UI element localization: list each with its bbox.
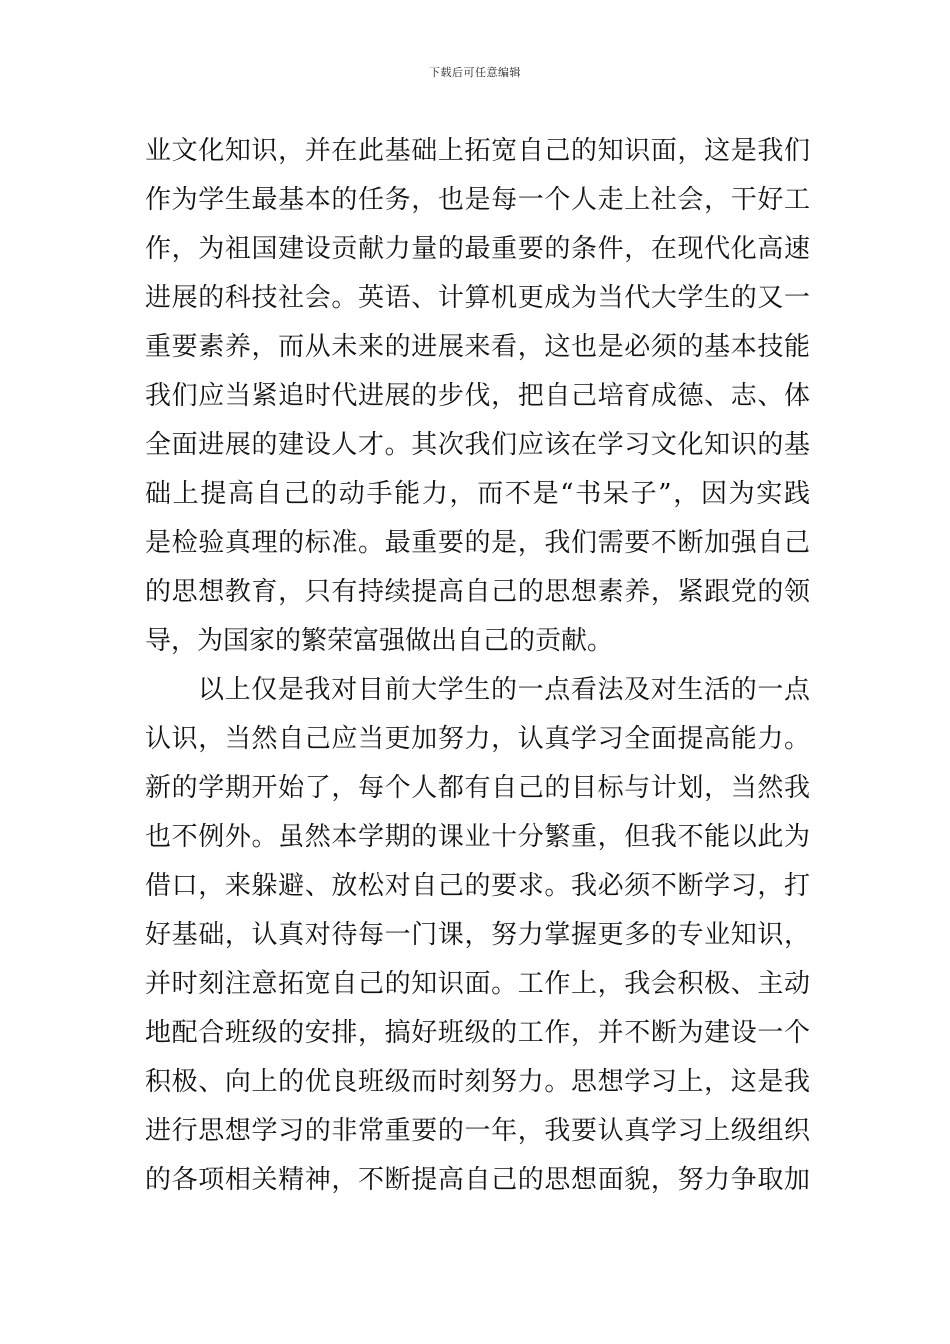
text-line: 并时刻注意拓宽自己的知识面。工作上，我会积极、主动 bbox=[145, 969, 810, 999]
text-line: 全面进展的建设人才。其次我们应该在学习文化知识的基 bbox=[145, 430, 810, 460]
text-line: 重要素养，而从未来的进展来看，这也是必须的基本技能 bbox=[145, 332, 810, 362]
text-line: 借口，来躲避、放松对自己的要求。我必须不断学习，打 bbox=[145, 871, 810, 901]
paragraph-start-line: 以上仅是我对目前大学生的一点看法及对生活的一点 bbox=[198, 675, 810, 705]
text-line: 是检验真理的标准。最重要的是，我们需要不断加强自己 bbox=[145, 528, 810, 558]
text-line: 作，为祖国建设贡献力量的最重要的条件，在现代化高速 bbox=[145, 234, 810, 264]
text-line: 积极、向上的优良班级而时刻努力。思想学习上，这是我 bbox=[145, 1067, 810, 1097]
text-line: 的各项相关精神，不断提高自己的思想面貌，努力争取加 bbox=[145, 1165, 810, 1195]
text-line: 认识，当然自己应当更加努力，认真学习全面提高能力。 bbox=[145, 724, 810, 754]
text-line: 础上提高自己的动手能力，而不是“书呆子”，因为实践 bbox=[145, 479, 810, 509]
text-line: 地配合班级的安排，搞好班级的工作，并不断为建设一个 bbox=[145, 1018, 810, 1048]
text-line: 也不例外。虽然本学期的课业十分繁重，但我不能以此为 bbox=[145, 822, 810, 852]
body-text bbox=[145, 127, 810, 1205]
text-line: 新的学期开始了，每个人都有自己的目标与计划，当然我 bbox=[145, 773, 810, 803]
text-line: 的思想教育，只有持续提高自己的思想素养，紧跟党的领 bbox=[145, 577, 810, 607]
text-line: 业文化知识，并在此基础上拓宽自己的知识面，这是我们 bbox=[145, 136, 810, 166]
text-line: 我们应当紧追时代进展的步伐，把自己培育成德、志、体 bbox=[145, 381, 810, 411]
text-line: 进行思想学习的非常重要的一年，我要认真学习上级组织 bbox=[145, 1116, 810, 1146]
paragraph-end-line: 导，为国家的繁荣富强做出自己的贡献。 bbox=[145, 626, 614, 656]
text-line: 进展的科技社会。英语、计算机更成为当代大学生的又一 bbox=[145, 283, 810, 313]
text-line: 作为学生最基本的任务，也是每一个人走上社会，干好工 bbox=[145, 185, 810, 215]
page-header: 下载后可任意编辑 bbox=[429, 66, 521, 79]
text-line: 好基础，认真对待每一门课，努力掌握更多的专业知识， bbox=[145, 920, 810, 950]
